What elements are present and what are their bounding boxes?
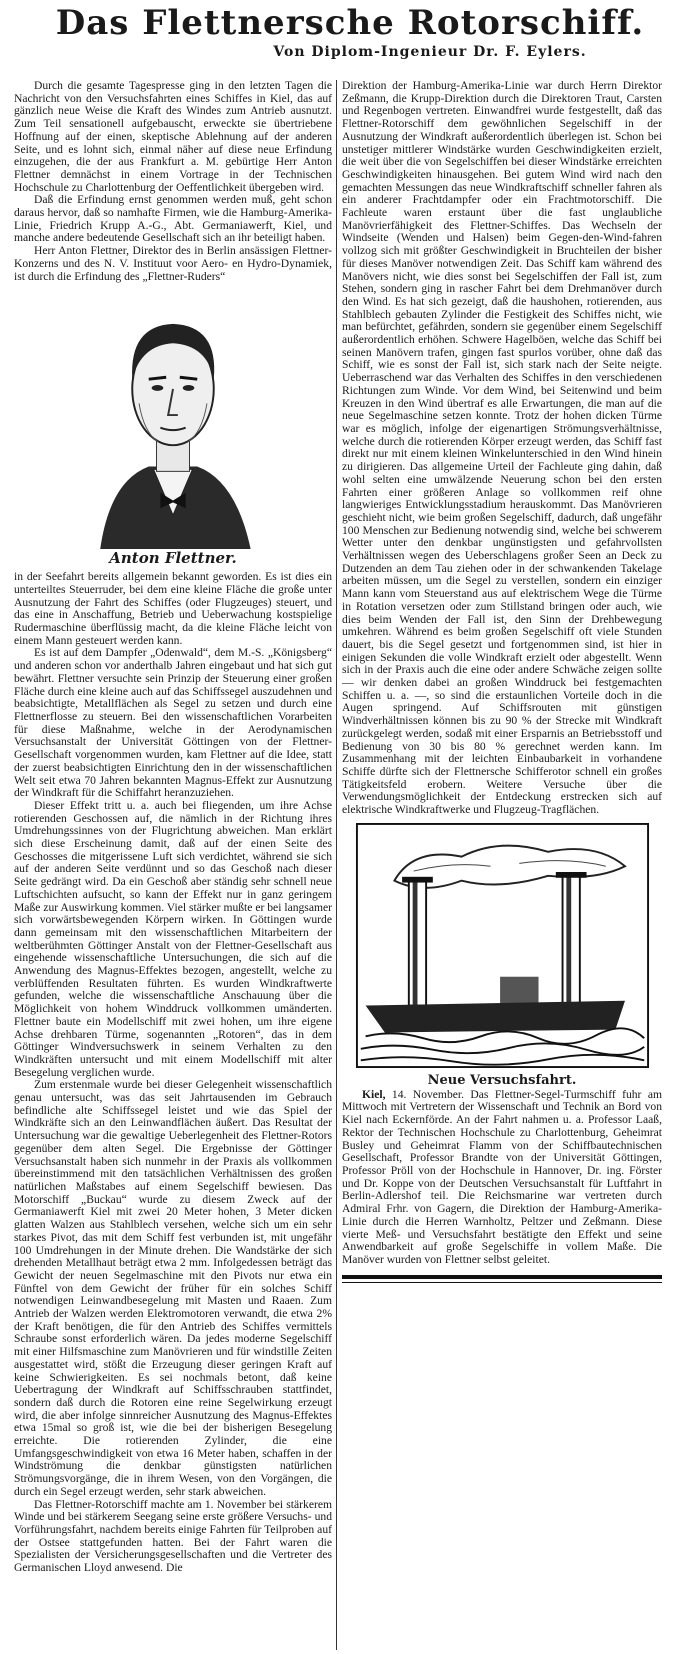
end-rule-thin — [342, 1282, 662, 1283]
paragraph: Zum erstenmale wurde bei dieser Gelegenheit wissenschaftlich genau untersucht, was das seit Jahrtausenden im Gebrauch befindliche alte Schiffssegel leistet und wie das Spiel der Windkräfte sich an den Leinwandflächen äußert. Das Resultat der Untersuchung war die gewaltige Ueberlegenheit des Flettner-Rotors gegenüber dem alten Segel. Die Ergebnisse der Göttinger Versuchsanstalt haben sich nunmehr in der Praxis als vollkommen übereinstimmend mit den tatsächlichen Verhältnissen des großen natürlichen Maßstabes auf einem Segelschiff bewiesen. Das Motorschiff „Buckau“ wurde zu diesem Zweck auf der Germaniawerft Kiel mit zwei 20 Meter hohen, 3 Meter dicken glatten Walzen aus Stahlblech versehen, welche sich um ein sehr starkes Pivot, das mit dem Schiff fest verbunden ist, mit ungefähr 100 Umdrehungen in der Minute drehen. Die Wandstärke der sich drehenden Metallhaut beträgt etwa 2 mm. Infolgedessen beträgt das Gewicht der neuen Segelmaschine mit den Pivots nur etwa ein Fünftel von dem Gewicht der früher für ein solches Schiff notwendigen Leinwandbesegelung mit Masten und Raaen. Zum Antrieb der Walzen werden Elektromotoren verwandt, die etwa 2% der Kraft benötigen, die für den Antrieb des Schiffes vermittels Schraube sonst erforderlich wären. Da jedes moderne Segelschiff mit einer Hilfsmaschine zum Manövrieren und für windstille Zeiten ausgestattet wird, stößt die Erzeugung dieser geringen Kraft auf keine Schwierigkeiten. Es sei nochmals betont, daß keine Uebertragung der Windkraft auf Schiffsschrauben stattfindet, sondern daß durch die Rotoren eine reine Segelwirkung erzeugt wird, die aber infolge sinnreicher Ausnutzung des Magnus-Effektes etwa 15mal so groß ist, wie die bei der bisherigen Besegelung erreichte. Die rotierenden Zylinder, die eine Umfangsgeschwindigkeit von etwa 16 Meter haben, schaffen in der Windströmung die denkbar günstigsten natürlichen Strömungsvorgänge, die in ihrem Wesen, von den Vorgängen, die durch ein Segel erzeugt werden, sehr stark abweichen. — [14, 1078, 332, 1498]
right-column — [342, 80, 662, 1283]
ship-caption: Neue Versuchsfahrt. — [427, 1072, 577, 1088]
paragraph: Herr Anton Flettner, Direktor des in Berlin ansässigen Flettner-Konzerns und des N. V. Instituut voor Aero- en Hydro-Dynamiek, ist durch die Erfindung des „Flettner-Ruders“ — [14, 244, 332, 283]
article-title: Das Flettnersche Rotorschiff. — [55, 3, 645, 43]
paragraph: Durch die gesamte Tagespresse ging in den letzten Tagen die Nachricht von den Versuchsfahrten eines Schiffes in Kiel, das auf gänzlich neue Weise die Kraft des Windes zum Antrieb ausnutzt. Zum Teil sensationell aufgebauscht, erweckte sie übertriebene Hoffnung auf der einen, skeptische Ablehnung auf der anderen Seite, und es lohnt sich, einmal näher auf diese neue Erfindung einzugehen, die der aus Frankfurt a. M. gebürtige Herr Anton Flettner demnächst in einem Vortrage in der Technischen Hochschule zu Charlottenburg der Oeffentlichkeit übergeben wird. — [14, 79, 332, 194]
left-column — [14, 80, 332, 1575]
paragraph: in der Seefahrt bereits allgemein bekannt geworden. Es ist dies ein unterteiltes Steuerruder, bei dem eine kleine Fläche die große unter Ausnutzung der Fahrt des Schiffes (oder Flugzeuges) steuert, und das eine in Anschaffung, Betrieb und Ueberwachung kostspielige Rudermaschine überflüssig macht, da die kleine Fläche leicht von einem Mann gesteuert werden kann. — [14, 570, 332, 647]
paragraph: Dieser Effekt tritt u. a. auch bei fliegenden, um ihre Achse rotierenden Geschossen auf, die nämlich in der Richtung ihres Umdrehungssinnes von der Flugrichtung abweichen. Man erklärt sich diese Erscheinung damit, daß auf der einen Seite des Geschosses die mitgerissene Luft sich verdichtet, während sie sich auf der anderen Seite verdünnt und so das Geschoß nach dieser Seite gedrängt wird. Da ein Geschoß aber ständig sehr schnell neue Luftschichten aufsucht, so kann der Effekt nur in ganz geringem Maße zur Auswirkung kommen. Viel stärker mußte er bei langsamer sich vorwärtsbewegenden Körpern wirken. In Göttingen wurde dann gemeinsam mit den wissenschaftlichen Mitarbeitern der weltberühmten Göttinger Anstalt von der Flettner-Gesellschaft aus eingehende wissenschaftliche Untersuchungen, die sich auf die Anwendung des Magnus-Effektes bezogen, angestellt, welche zu verblüffenden Resultaten führten. Es wurden Windkraftwerte gefunden, welche die wissenschaftliche Anschauung über die Möglichkeit von hohem Winddruck vollkommen umänderten. Flettner baute ein Modellschiff mit zwei hohen, um ihre eigene Achse drehbaren Türme, sogenannten „Rotoren“, das in dem Göttinger Windversuchswerk in seinem Verhalten zu den Windkräften untersucht und mit einem Modellschiff mit alter Besegelung verglichen wurde. — [14, 798, 332, 1079]
portrait-figure — [88, 287, 258, 567]
ship-figure — [350, 823, 655, 1068]
portrait-illustration — [88, 287, 258, 549]
news-place: Kiel, — [362, 1087, 386, 1101]
article-byline: Von Diplom-Ingenieur Dr. F. Eylers. — [273, 44, 587, 60]
end-rule-thick — [342, 1275, 662, 1279]
ship-illustration — [350, 823, 655, 1068]
news-text: 14. November. Das Flettner-Segel-Turmschiff fuhr am Mittwoch mit Vertretern der Wissenschaft und Technik an Bord von Kiel nach Eckernförde. An der Fahrt nahmen u. a. Professor Laaß, Rektor der Technischen Hochschule zu Charlottenburg, Geheimrat Busley und Geheimrat Flamm von der Schiffbautechnischen Gesellschaft, Professor Brandte von der Universität Göttingen, Professor Pröll von der Hochschule in Hannover, Dr. ing. Förster und Dr. Koppe von der Deutschen Versuchsanstalt für Luftfahrt in Berlin-Adlershof teil. Die Reichsmarine war vertreten durch Admiral Frhr. von Gagern, die Direktion der Hamburg-Amerika-Linie durch die Herren Warnholtz, Peltzer und Zeßmann. Diese vierte Meß- und Versuchsfahrt bestätigte den Effekt und seine Anwendbarkeit auf große Segelschiffe in vollem Maße. Die Manöver wurden von Flettner selbst geleitet. — [342, 1087, 662, 1266]
portrait-caption: Anton Flettner. — [109, 549, 237, 568]
paragraph: Das Flettner-Rotorschiff machte am 1. November bei stärkerem Winde und bei stärkerem Seegang seine erste größere Versuchs- und Vorführungsfahrt, nachdem bereits einige Fahrten für Teilproben auf der Ostsee stattgefunden hatten. Bei der Fahrt waren die Spezialisten der Versicherungsgesellschaften und die Vertreter des Germanischen Lloyd anwesend. Die — [14, 1497, 332, 1575]
news-report — [342, 1089, 662, 1267]
paragraph: Daß die Erfindung ernst genommen werden muß, geht schon daraus hervor, daß so namhafte Firmen, wie die Hamburg-Amerika-Linie, Friedrich Krupp A.-G., Abt. Germaniawerft, Kiel, und manche andere bedeutende Gesellschaft sich an ihr beteiligt haben. — [14, 193, 332, 245]
paragraph: Direktion der Hamburg-Amerika-Linie war durch Herrn Direktor Zeßmann, die Krupp-Direktion durch die Direktoren Traut, Carsten und Regenbogen vertreten. Einwandfrei wurde festgestellt, daß das Flettner-Rotorschiff dem gewöhnlichen Segelschiff in der Ausnutzung der Windkraft außerordentlich überlegen ist. Schon bei unstetiger mittlerer Windstärke wurden Geschwindigkeiten erzielt, die weit über die von Segelschiffen bei dieser Windstärke erreichten Geschwindigkeiten hinausgehen. Bei gutem Wind wird nach den gemachten Messungen das neue Windkraftschiff schneller fahren als ein anderer Frachtdampfer oder ein Frachtmotorschiff. Die Fachleute waren erstaunt über die fast unglaubliche Manövrierfähigkeit des Flettner-Schiffes. Das Wechseln der Windseite (Wenden und Halsen) beim Gegen-den-Wind-fahren vollzog sich mit größter Geschwindigkeit in Bruchteilen der bisher für dieses Manöver notwendigen Zeit. Das Schiff kam während des Manövers nicht, wie dies sonst bei Segelschiffen der Fall ist, zum Stehen, sondern ging in rascher Fahrt bei dem Drehmanöver durch den Wind. Es hat sich gezeigt, daß die haushohen, rotierenden, aus Stahlblech gebauten Zylinder die Festigkeit des Schiffes nicht, wie man befürchtet, gefährden, sondern sie gegenüber einem Segelschiff außerordentlich erhöhen. Schwere Hagelböen, welche das Schiff bei seinen Manövern trafen, gingen fast spurlos vorüber, ohne daß das Schiff, wie es sonst der Fall ist, sich stark nach der Seite neigte. Ueberraschend war das Verhalten des Schiffes in den verschiedenen Richtungen zum Winde. Vor dem Wind, bei Seitenwind und beim Kreuzen in den Wind übertraf es alle Erwartungen, die man auf die neue Segelmaschine setzen konnte. Trotz der hohen dicken Türme war es möglich, infolge der eigenartigen Strömungsverhältnisse, welche durch die rotierenden Körper erzeugt werden, das Schiff fast direkt nur mit einem kleinen Winkelunterschied in den Wind hinein zu dirigieren. Das allgemeine Urteil der Fachleute ging dahin, daß wohl selten eine umwälzende Neuerung schon bei den ersten Fahrten einer größeren Anlage so vollkommen reif ohne langwieriges Entwicklungsstadium herauskommt. Das Manövrieren geschieht nicht, wie beim großen Segelschiff, dadurch, daß ungefähr 100 Menschen zur Bedienung notwendig sind, welche bei schwerem Wetter unter den denkbar ungünstigsten und gefahrvollsten Verhältnissen wegen des Ueberschlagens großer Seen an Deck zu Dutzenden an dem Tau ziehen oder in der schwankenden Takelage arbeiten müssen, um die Segel zu verstellen, sondern ein einziger Mann kann vom Steuerstand aus auf elektrischem Wege die Türme in Rotation versetzen oder zum Stillstand bringen oder auch, wie dies beim Wenden der Fall ist, den Sinn der Drehbewegung umkehren. Während es beim großen Segelschiff oft viele Stunden dauert, bis die Segel gesetzt und fortgenommen sind, ist hier in einigen Sekunden die volle Windkraft erzielt oder abgestellt. Wenn sich in der Praxis auch die eine oder andere Schwäche zeigen sollte — wir denken dabei an großen Winddruck bei festgemachten Schiffen u. a. —, so sind die erstaunlichen Vorteile doch in die Augen springend. Auf Schiffsrouten mit günstigen Windverhältnissen können bis zu 90 % der Strecke mit Windkraft zurückgelegt werden, sodaß mit einer Ersparnis an Betriebsstoff und Bedienung von 30 bis 80 % gerechnet werden kann. Im Zusammenhang mit der leichten Einbaubarkeit in vorhandene Schiffe dürfte sich der Flettnersche Schifferotor schnell ein großes Tätigkeitsfeld erobern. Weitere Versuche über die Verwendungsmöglichkeit der Entdeckung erstrecken sich auf elektrische Windkraftwerke und Flugzeug-Tragflächen. — [342, 79, 662, 817]
column-divider — [336, 80, 337, 1650]
paragraph: Es ist auf dem Dampfer „Odenwald“, dem M.-S. „Königsberg“ und anderen schon vor anderthalb Jahren eingebaut und hat sich gut bewährt. Flettner versuchte sein Prinzip der Steuerung einer großen Fläche durch eine kleine auch auf das Schiffssegel auszudehnen und beabsichtigte, Metallflächen als Segel zu setzen und durch eine Flettnerflosse zu steuern. Bei den wissenschaftlichen Vorarbeiten für diese Maßnahme, welche in der Aerodynamischen Versuchsanstalt der Universität Göttingen von der Flettner-Gesellschaft vorgenommen wurden, kam Flettner auf die Idee, statt der zuerst beabsichtigten Einrichtung den in der wissenschaftlichen Welt seit etwa 70 Jahren bekannten Magnus-Effekt zur Ausnutzung der Windkraft für die Schiffahrt heranzuziehen. — [14, 646, 332, 800]
